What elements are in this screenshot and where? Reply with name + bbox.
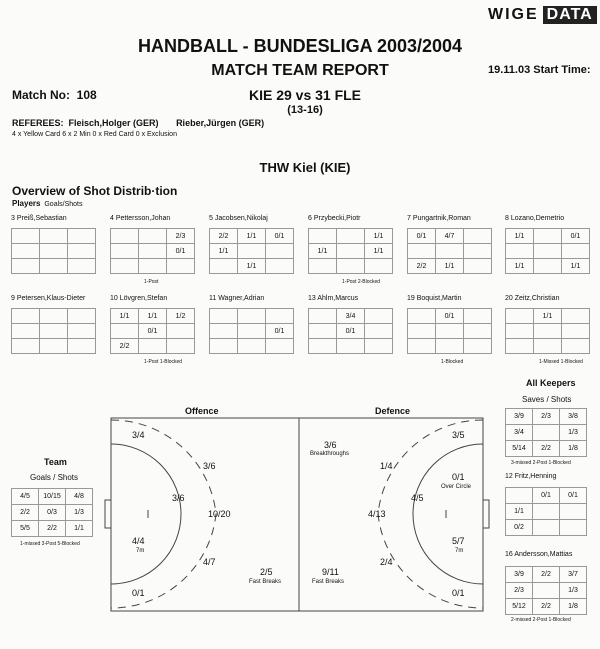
player-name: 7 Pungartnik,Roman [407, 215, 471, 222]
grid-cell: 2/2 [111, 339, 139, 354]
def-seven-m: 5/7 [452, 536, 465, 546]
grid-cell: 2/3 [506, 583, 533, 599]
match-score: KIE 29 vs 31 FLE [248, 87, 362, 103]
off-centre: 10/20 [208, 509, 231, 519]
cards-summary: 4 x Yellow Card 6 x 2 Min 0 x Red Card 0 x Exclusion [12, 131, 177, 138]
grid-cell [40, 339, 68, 354]
grid-cell [210, 309, 238, 324]
court-outline [111, 418, 483, 611]
grid-cell: 1/1 [562, 259, 590, 274]
grid-cell [111, 324, 139, 339]
grid-cell [111, 259, 139, 274]
grid-cell: 2/3 [167, 229, 195, 244]
grid-cell [309, 259, 337, 274]
referees [12, 118, 264, 128]
grid-cell [68, 229, 96, 244]
grid-cell: 5/14 [506, 441, 533, 457]
def-breakthroughs: 3/6 [324, 440, 337, 450]
grid-cell [40, 259, 68, 274]
def-over-circle-label: Over Circle [441, 484, 472, 490]
off-back-mid: 3/6 [172, 493, 185, 503]
grid-cell: 2/2 [533, 441, 560, 457]
grid-cell [337, 229, 365, 244]
grid-cell [365, 339, 393, 354]
player-shot-grid [110, 228, 195, 274]
team-box-notes: 1-missed 3-Post 5-Blocked [20, 541, 80, 547]
right-goal-area [413, 444, 483, 584]
report-title: HANDBALL - BUNDESLIGA 2003/2004 [137, 36, 463, 56]
off-left-wing-bottom: 0/1 [132, 588, 145, 598]
grid-cell [309, 339, 337, 354]
grid-cell [408, 244, 436, 259]
grid-cell [506, 339, 534, 354]
grid-cell: 4/5 [12, 489, 39, 505]
grid-cell: 1/1 [436, 259, 464, 274]
grid-cell [337, 244, 365, 259]
grid-cell: 1/1 [534, 309, 562, 324]
grid-cell [506, 324, 534, 339]
player-shot-grid [209, 308, 294, 354]
player-shot-grid [209, 228, 294, 274]
keeper-2-notes: 2-missed 2-Post 1-Blocked [511, 617, 571, 623]
grid-cell [309, 309, 337, 324]
grid-cell: 1/8 [560, 599, 587, 615]
grid-cell [533, 425, 560, 441]
grid-cell [464, 324, 492, 339]
grid-cell [464, 229, 492, 244]
team-box-sub: Goals / Shots [30, 473, 79, 482]
grid-cell [266, 339, 294, 354]
grid-cell [210, 259, 238, 274]
def-centre: 4/13 [368, 509, 386, 519]
grid-cell: 0/3 [39, 505, 66, 521]
grid-cell [167, 324, 195, 339]
half-time-score: (13-16) [287, 104, 323, 116]
grid-cell: 0/1 [562, 229, 590, 244]
grid-cell [68, 309, 96, 324]
grid-cell [534, 229, 562, 244]
keepers-all-notes: 3-missed 2-Post 1-Blocked [511, 460, 571, 466]
keeper-1-grid [505, 487, 587, 536]
grid-cell [560, 520, 587, 536]
grid-cell: 1/1 [139, 309, 167, 324]
referee-1: Fleisch,Holger (GER) [68, 118, 159, 128]
grid-cell [266, 259, 294, 274]
grid-cell: 1/1 [506, 259, 534, 274]
grid-cell [139, 339, 167, 354]
right-free-throw-line [378, 420, 483, 608]
grid-cell: 3/4 [337, 309, 365, 324]
player-name: 8 Lozano,Demetrio [505, 215, 565, 222]
grid-cell [40, 229, 68, 244]
grid-cell: 1/1 [506, 504, 533, 520]
grid-cell [266, 309, 294, 324]
grid-cell [408, 309, 436, 324]
grid-cell: 1/1 [309, 244, 337, 259]
grid-cell [562, 339, 590, 354]
grid-cell: 5/5 [12, 521, 39, 537]
grid-cell [436, 339, 464, 354]
grid-cell: 0/1 [560, 488, 587, 504]
grid-cell [533, 583, 560, 599]
grid-cell: 1/1 [506, 229, 534, 244]
player-shot-grid [505, 228, 590, 274]
grid-cell [309, 324, 337, 339]
grid-cell: 2/2 [533, 599, 560, 615]
right-goal [483, 500, 489, 528]
player-shot-grid [308, 308, 393, 354]
grid-cell: 0/1 [139, 324, 167, 339]
off-back-low: 4/7 [203, 557, 216, 567]
team-grid [11, 488, 93, 537]
grid-cell [365, 324, 393, 339]
player-name: 10 Lövgren,Stefan [110, 295, 168, 302]
keepers-all-grid [505, 408, 587, 457]
grid-cell [365, 309, 393, 324]
grid-cell: 1/8 [560, 441, 587, 457]
grid-cell: 0/1 [533, 488, 560, 504]
grid-cell: 0/1 [337, 324, 365, 339]
def-back-mid: 4/5 [411, 493, 424, 503]
grid-cell [408, 324, 436, 339]
off-pivot: 4/4 [132, 536, 145, 546]
left-goal-area [111, 444, 181, 584]
grid-cell: 3/9 [506, 409, 533, 425]
grid-cell [436, 324, 464, 339]
off-fast-breaks-label: Fast Breaks [249, 579, 282, 585]
grid-cell: 3/4 [506, 425, 533, 441]
grid-cell [365, 259, 393, 274]
grid-cell: 1/2 [167, 309, 195, 324]
keepers-title: All Keepers [526, 378, 576, 388]
handball-court [104, 416, 490, 614]
grid-cell [238, 309, 266, 324]
grid-cell [167, 259, 195, 274]
grid-cell: 0/1 [436, 309, 464, 324]
grid-cell [68, 259, 96, 274]
report-subtitle: MATCH TEAM REPORT [211, 62, 389, 79]
def-breakthroughs-label: Breakthroughs [310, 451, 350, 457]
def-over-circle: 0/1 [452, 472, 465, 482]
keepers-sub: Saves / Shots [522, 395, 572, 404]
def-fast-breaks-label: Fast Breaks [312, 579, 345, 585]
grid-cell [210, 339, 238, 354]
grid-cell [68, 339, 96, 354]
grid-cell [408, 339, 436, 354]
grid-cell: 0/1 [167, 244, 195, 259]
grid-cell [111, 229, 139, 244]
player-shot-grid [110, 308, 195, 354]
grid-cell: 2/2 [533, 567, 560, 583]
grid-cell [40, 309, 68, 324]
keeper-2-grid [505, 566, 587, 615]
grid-cell [139, 259, 167, 274]
grid-cell [464, 259, 492, 274]
grid-cell: 2/3 [533, 409, 560, 425]
grid-cell: 4/8 [66, 489, 93, 505]
grid-cell [464, 244, 492, 259]
grid-cell [506, 309, 534, 324]
logo-box: DATA [543, 6, 597, 24]
grid-cell: 1/1 [238, 259, 266, 274]
grid-cell: 1/3 [66, 505, 93, 521]
grid-cell [40, 324, 68, 339]
grid-cell [562, 244, 590, 259]
grid-cell [238, 339, 266, 354]
players-heading [12, 199, 83, 208]
def-fast-breaks: 9/11 [322, 567, 339, 577]
grid-cell: 1/1 [365, 229, 393, 244]
grid-cell [12, 339, 40, 354]
grid-cell [111, 244, 139, 259]
player-shot-grid [407, 228, 492, 274]
wige-data-logo [488, 6, 597, 24]
grid-cell [464, 339, 492, 354]
grid-cell: 0/1 [266, 324, 294, 339]
grid-cell: 1/1 [66, 521, 93, 537]
off-pivot-sub: 7m [136, 548, 145, 554]
def-right-wing-top: 3/5 [452, 430, 465, 440]
grid-cell: 5/12 [506, 599, 533, 615]
match-no: 108 [76, 88, 97, 102]
grid-cell: 10/15 [39, 489, 66, 505]
grid-cell [506, 244, 534, 259]
defence-label: Defence [375, 406, 411, 416]
grid-cell [12, 229, 40, 244]
grid-cell [139, 244, 167, 259]
def-back-low: 2/4 [380, 557, 393, 567]
player-name: 20 Zeitz,Christian [505, 295, 560, 302]
players-sub: Goals/Shots [44, 201, 83, 208]
grid-cell [534, 259, 562, 274]
grid-cell [12, 259, 40, 274]
grid-cell [534, 324, 562, 339]
player-notes: 1-Post [144, 279, 159, 285]
grid-cell: 2/2 [12, 505, 39, 521]
player-name: 6 Przybecki,Piotr [308, 215, 361, 222]
grid-cell: 2/2 [408, 259, 436, 274]
logo-word: WIGE [488, 6, 539, 23]
grid-cell [238, 244, 266, 259]
team-name: THW Kiel (KIE) [259, 160, 351, 175]
def-back-top: 1/4 [380, 461, 393, 471]
player-notes: 1-Blocked [441, 359, 464, 365]
player-name: 9 Petersen,Klaus-Dieter [11, 295, 86, 302]
player-name: 11 Wagner,Adrian [209, 295, 265, 302]
grid-cell: 2/2 [39, 521, 66, 537]
grid-cell [309, 229, 337, 244]
player-shot-grid [11, 308, 96, 354]
grid-cell [68, 244, 96, 259]
grid-cell: 3/8 [560, 409, 587, 425]
grid-cell: 0/2 [506, 520, 533, 536]
grid-cell [167, 339, 195, 354]
player-notes: 1-Post 1-Blocked [144, 359, 183, 365]
grid-cell [562, 309, 590, 324]
grid-cell [12, 324, 40, 339]
grid-cell: 0/1 [408, 229, 436, 244]
grid-cell: 1/1 [365, 244, 393, 259]
grid-cell [562, 324, 590, 339]
referee-2: Rieber,Jürgen (GER) [176, 118, 265, 128]
grid-cell [139, 229, 167, 244]
team-box-title: Team [44, 457, 67, 467]
grid-cell: 1/1 [210, 244, 238, 259]
grid-cell: 0/1 [266, 229, 294, 244]
grid-cell [238, 324, 266, 339]
grid-cell [210, 324, 238, 339]
grid-cell [40, 244, 68, 259]
grid-cell [12, 244, 40, 259]
grid-cell: 1/1 [238, 229, 266, 244]
player-name: 3 Preiß,Sebastian [11, 215, 67, 222]
grid-cell: 4/7 [436, 229, 464, 244]
grid-cell [68, 324, 96, 339]
off-fast-breaks: 2/5 [260, 567, 273, 577]
off-back-top: 3/6 [203, 461, 216, 471]
grid-cell [533, 520, 560, 536]
match-label: Match No: [12, 88, 70, 102]
player-name: 4 Pettersson,Johan [110, 215, 171, 222]
match-date-time: 19.11.03 Start Time: [488, 64, 591, 76]
grid-cell [534, 244, 562, 259]
def-right-wing-bottom: 0/1 [452, 588, 465, 598]
grid-cell [534, 339, 562, 354]
grid-cell: 1/3 [560, 583, 587, 599]
grid-cell: 3/7 [560, 567, 587, 583]
grid-cell: 3/9 [506, 567, 533, 583]
grid-cell: 1/1 [111, 309, 139, 324]
off-left-wing-top: 3/4 [132, 430, 145, 440]
grid-cell: 1/3 [560, 425, 587, 441]
player-notes: 1-Post 2-Blocked [342, 279, 381, 285]
grid-cell [337, 259, 365, 274]
player-shot-grid [407, 308, 492, 354]
player-shot-grid [11, 228, 96, 274]
grid-cell [560, 504, 587, 520]
keeper-2-name: 16 Andersson,Mattias [505, 551, 573, 558]
player-shot-grid [308, 228, 393, 274]
grid-cell [506, 488, 533, 504]
grid-cell [436, 244, 464, 259]
grid-cell [337, 339, 365, 354]
players-label: Players [12, 199, 41, 208]
player-name: 13 Ahlm,Marcus [308, 295, 359, 302]
offence-label: Offence [185, 406, 219, 416]
player-shot-grid [505, 308, 590, 354]
left-goal [105, 500, 111, 528]
overview-title: Overview of Shot Distrib·tion [12, 184, 178, 198]
grid-cell [464, 309, 492, 324]
player-notes: 1-Missed 1-Blocked [539, 359, 583, 365]
grid-cell: 2/2 [210, 229, 238, 244]
player-name: 19 Boquist,Martin [407, 295, 462, 302]
player-name: 5 Jacobsen,Nikolaj [209, 215, 268, 222]
keeper-1-name: 12 Fritz,Henning [505, 473, 557, 480]
grid-cell [12, 309, 40, 324]
grid-cell [533, 504, 560, 520]
grid-cell [266, 244, 294, 259]
left-free-throw-line [111, 420, 216, 608]
referees-label: REFEREES: [12, 118, 64, 128]
def-seven-m-sub: 7m [455, 548, 464, 554]
